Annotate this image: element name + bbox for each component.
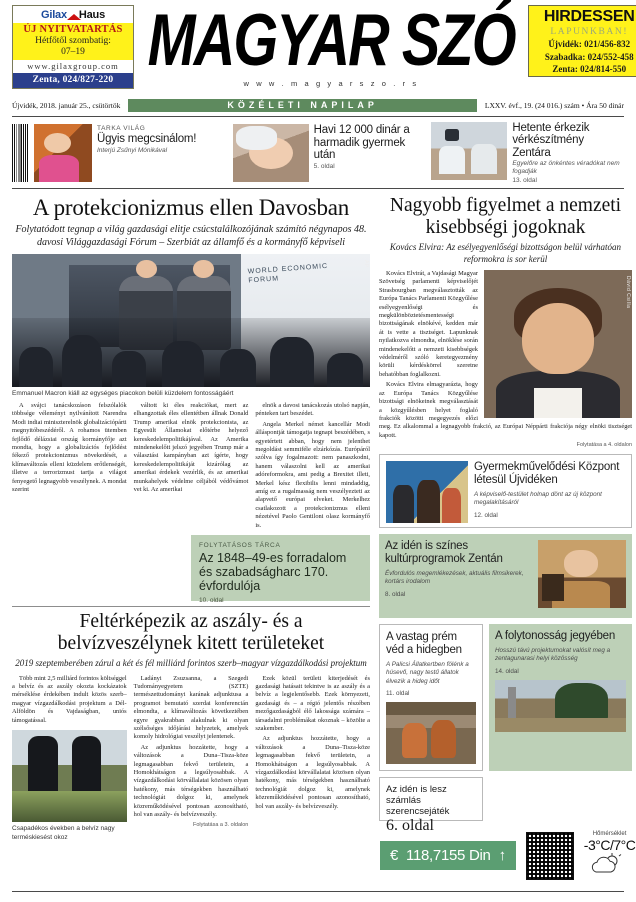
teaser-item[interactable] <box>34 124 227 182</box>
card-szamlas-szerencsejatek[interactable] <box>379 777 483 834</box>
wef-logo-text: WORLD ECONOMIC FORUM <box>247 262 329 285</box>
footer-rule <box>12 891 624 892</box>
house-roof-icon <box>67 14 81 20</box>
third-photo <box>12 730 127 822</box>
teaser-subtitle: Egyelőre az önkéntes véradókat nem fogadják <box>512 160 620 176</box>
teaser-page: 13. oldal <box>512 177 537 185</box>
card-deck: Hosszú távú projektumokat valósít meg a zentagunarasi helyi közösség <box>495 647 611 663</box>
card-text <box>385 540 532 597</box>
advert-headline: HIRDESSEN <box>543 8 635 25</box>
card-kulturprogramok[interactable] <box>379 534 632 618</box>
card-deck: Évfordulós megemlékezések, aktuális filmsikerek, kortárs irodalom <box>385 570 524 586</box>
nameplate <box>134 0 528 88</box>
third-photo-caption: Csapadékos években a belvíz nagy terméskiesést okoz <box>12 825 115 842</box>
advert-phone-ujvidek: Újvidék: 021/456-832 <box>548 39 631 49</box>
body-column <box>12 675 127 845</box>
issue-info: LXXV. évf., 19. (24 016.) szám • Ára 50 dinár <box>484 100 624 110</box>
advert-hours-value: 07–19 <box>61 47 85 57</box>
publication-url[interactable]: w w w . m a g y a r s z o . r s <box>243 79 419 88</box>
gilax-haus-logo <box>13 6 133 23</box>
currency-rate-box[interactable] <box>380 841 516 870</box>
card-pair <box>379 624 632 771</box>
euro-icon: € <box>390 847 399 864</box>
card-title: Gyermekművelődési Központ létesül Újvidéken <box>474 461 620 487</box>
currency-value: 118,7155 Din <box>406 847 491 864</box>
portrait-face <box>522 303 593 374</box>
advert-body <box>13 23 133 60</box>
advert-phone-szabadka: Szabadka: 024/552-458 <box>544 51 634 62</box>
body-paragraph: váltott ki éles reakciókat, mert az elhangzottak éles ellentétben állnak Donald Trump amerikai elnök protekcionista, az Egyesült Államokat előtérbe helyező kereskedelempolitikájával. Az Amerika mindenekelőtt jelszó jegyében Trump már a választási kampányban azt ígérte, hogy kereskedelempolitikáját kizárólag az amerikai érdekek vezérlik, és az amerikai munkahelyek védelme céljából védővámot vet ki. Az amerikai <box>133 402 249 494</box>
third-jump[interactable]: Folytatása a 3. oldalon <box>193 821 249 828</box>
teaser-text <box>97 124 196 155</box>
card-page: 12. oldal <box>474 511 498 519</box>
portrait-credit: Dávid Csilla <box>625 276 631 309</box>
body-paragraph: elnök a davosi tanácskozás utolsó napján, pénteken tart beszédet. <box>255 402 371 418</box>
advert-contact: Zenta, 024/827-220 <box>13 73 133 88</box>
lead-photo <box>12 254 370 387</box>
lead-headline[interactable]: A protekcionizmus ellen Davosban <box>32 195 350 220</box>
advert-hours-label: Hétfőtől szombatig: <box>35 36 111 46</box>
body-column <box>134 675 249 845</box>
card-text <box>474 461 625 518</box>
card-gyermekmuvelodesi[interactable] <box>379 454 632 528</box>
card-page: 14. oldal <box>495 667 519 675</box>
teaser-subtitle: Interjú Zsűnyi Mónikával <box>97 146 168 154</box>
teaser-text <box>512 122 624 185</box>
lead-body <box>12 402 370 530</box>
promo-page: 10. oldal <box>199 597 224 605</box>
photo-crowd <box>12 318 370 387</box>
lead-photo-caption: Emmanuel Macron kiáll az egységes piacokon belüli küzdelem fontosságáért <box>12 390 234 397</box>
card-title: Az idén is lesz számlás szerencsejáték <box>386 783 450 817</box>
advert-subhead: LAPUNKBAN! <box>550 27 629 37</box>
card-deck: A képviselő-testület holnap dönt az új központ megalakításáról <box>474 491 602 507</box>
promo-title: Az 1848–49-es forradalom és szabadságharc 170. évfordulója <box>199 551 347 594</box>
lead-deck: Folytatódott tegnap a világ gazdasági elitje csúcstalálkozójának számító négynapos 48. davosi Világgazdasági Fórum – Szerbiát az államfő és a kormányfő képviseli <box>15 224 367 248</box>
advert-title: ÚJ NYITVATARTÁS <box>23 24 123 35</box>
third-headline[interactable]: Feltérképezik az aszály- és a belvízveszélynek kitett területeket <box>57 611 325 655</box>
promo-kicker: FOLYTATÁSOS TÁRCA <box>199 542 281 550</box>
secondary-jump[interactable]: Folytatása a 4. oldalon <box>576 442 632 449</box>
card-page: 6. oldal <box>386 816 434 834</box>
tagline-strip: KÖZÉLETI NAPILAP <box>128 99 477 112</box>
dateline: Újvidék, 2018. január 25., csütörtök <box>12 100 121 110</box>
right-column <box>379 195 632 845</box>
masthead <box>12 0 635 96</box>
secondary-deck: Kovács Elvira: Az esélyegyenlőségi bizottságon belül várhatóan reformokra is sor kerül <box>389 242 622 264</box>
teaser-title: Ügyis megcsinálom! <box>97 133 197 145</box>
publication-title: MAGYAR SZÓ <box>147 0 515 82</box>
teaser-thumbnail <box>233 124 309 182</box>
card-folytonossag[interactable] <box>489 624 632 771</box>
card-page: 8. oldal <box>385 590 406 598</box>
trend-up-icon: ↑ <box>498 847 506 864</box>
body-column <box>255 675 370 845</box>
body-column <box>255 402 370 530</box>
secondary-portrait <box>484 270 632 418</box>
weather-widget <box>584 831 636 880</box>
teaser-title: Hetente érkezik vérkészítmény Zentára <box>512 121 590 159</box>
body-column <box>12 402 127 530</box>
left-column <box>12 195 370 845</box>
promo-serial-feuilleton[interactable] <box>191 535 370 605</box>
teaser-thumbnail <box>34 124 92 182</box>
main-content <box>12 189 632 845</box>
secondary-headline[interactable]: Nagyobb figyelmet a nemzeti kisebbségi jogoknak <box>389 195 622 238</box>
third-deck: 2019 szeptemberében zárul a két és fél milliárd forintos szerb–magyar vízgazdálkodási projektum <box>15 658 367 669</box>
portrait-shirt <box>534 388 581 418</box>
dateline-bar <box>12 97 624 113</box>
card-deck: A Palicsi Állatkertben fölénk a húsevő, nagy testű állatok élvezik a hideg időt <box>386 661 469 685</box>
barcode-icon <box>12 124 28 182</box>
weather-label: Hőmérséklet <box>592 831 627 837</box>
teaser-page: 5. oldal <box>313 162 335 170</box>
card-photo <box>495 680 626 732</box>
body-paragraph: Ladányi Zsuzsanna, a Szegedi Tudományegyetem (SZTE) természettudományi karának adjunktusa a programot bemutató szerdai konferencián elmondta, a klímaváltozás következtében egyre gyakrabban alakulnak ki olyan szélsőséges időjárási helyzetek, amelyek komoly hidrológiai veszélyt jelentenek. <box>133 674 249 741</box>
card-thumbnail <box>386 461 468 523</box>
body-column <box>134 402 249 530</box>
card-vastag-prem[interactable] <box>379 624 483 771</box>
teaser-text <box>314 124 426 170</box>
card-title: A vastag prém véd a hidegben <box>386 631 462 657</box>
teaser-thumbnail <box>431 122 507 180</box>
section-divider <box>12 606 370 607</box>
card-page: 11. oldal <box>386 689 410 697</box>
teaser-item[interactable] <box>431 122 624 185</box>
teaser-title: Havi 12 000 dinár a harmadik gyermek után <box>313 124 410 161</box>
body-paragraph: Kovács Elvira elmagyarázta, hogy az Európa Tanács Közgyűlése bizottsági elnökeinek megválasztását a közgyűlésben helyet foglaló frakciók közötti megegyezés előzi meg. Ez alkalommal a legnagyobb frakció, az Európai Néppárti frakciója négy elnöki tisztséget kapott. <box>379 381 632 439</box>
weather-temperature: -3°C/7°C <box>583 837 636 853</box>
advert-hirdessen[interactable] <box>528 5 636 77</box>
third-body <box>12 675 370 845</box>
teaser-strip <box>12 117 624 189</box>
card-photo <box>386 702 476 764</box>
haus-logo-text: Haus <box>78 9 105 21</box>
body-paragraph: Ezek közül területi kiterjedését és gazdasági hatásait tekintve is az aszály és a belvíz a legjelentősebb. Ezek környezeti, gazdasági és – a régió jelentős részében mezőgazdaságból élő lakossága számára – társadalmi problémákat okoznak – közölte a szakember. <box>255 674 371 733</box>
advert-website[interactable]: www.gilaxgroup.com <box>13 60 133 73</box>
secondary-body <box>379 270 632 448</box>
qr-code[interactable] <box>526 832 574 880</box>
gilax-logo-text: Gilax <box>40 9 67 21</box>
card-title: A folytonosság jegyében <box>495 630 616 643</box>
partly-cloudy-icon <box>590 853 630 875</box>
photo-credit: AP <box>363 260 369 268</box>
teaser-kicker: TARKA VILÁG <box>97 125 146 132</box>
card-title: Az idén is színes kultúrprogramok Zentán <box>385 540 503 566</box>
footer-bar <box>380 831 635 880</box>
card-thumbnail <box>538 540 626 608</box>
body-paragraph: Az adjunktus hozzátette, hogy a változások a Duna–Tisza-köze legmagasabban fekvő területein, a Homokhátságon a legsúlyosabbak. A vízgazdálkodási körvállalatai közösen olyan hatékony, más térségekben használható technológiát dolgoz ki, amelynek közreműködésével pontosan azonosítható, hol van aszály- és belvízveszély. <box>255 735 371 810</box>
body-paragraph: Az adjunktus hozzátette, hogy a változások a Duna–Tisza-köze legmagasabban fekvő területein, a Homokhátságon a legsúlyosabbak. A vízgazdálkodási körvállalatai közösen olyan hatékony, más térségekben használható technológiát dolgoz ki, amelynek közreműködésével pontosan azonosítható, hol van aszály- és belvízveszély. <box>133 743 249 819</box>
body-paragraph: Angela Merkel német kancellár Modi álláspontját támogatja tegnapi beszédében, s egyetértett abban, hogy nem jelenthet megoldást semmiféle elzárkózás. Európáról szólva így fogalmazott: nem panaszkodni, hanem válaszolni kell az amerikai adóreformokra, ami pedig a Brexitet illeti, Merkel kész flexibilis lenni mindaddig, amíg ez a rugalmasság nem veszélyezteti az alapvető európai elveket. Merkelhez csatlakozott a protekcionizmus elleni nézetével Paolo Gentiloni olasz kormányfő is. <box>255 420 371 529</box>
teaser-item[interactable] <box>233 124 426 182</box>
body-paragraph: Kovács Elvirát, a Vajdasági Magyar Szövetség parlamenti képviselőjét Strasbourgban megválasztották az Európa Tanács Parlamenti Közgyűlése esélyegyenlőségi és megkülönböztetésmentességi bizottságának elnökévé, kedden már át is vette a tisztséget. Lapunknak nyilatkozva elmondta, elnöklése során mindenekelőtt a nemzeti kisebbségek védelméről szóló keretegyezmény körüli kérdéskörrel szeretne behatóbban foglalkozni. <box>379 270 478 378</box>
advert-phone-zenta: Zenta: 024/814-550 <box>552 64 627 74</box>
advert-gilax-haus[interactable] <box>12 5 134 89</box>
body-paragraph: Több mint 2,5 milliárd forintos költséggel a belvíz és az aszály okozta kockázatok mérséklése érdekében indult közös szerb–magyar vízgazdálkodási projektum a Dél-Alföldön és Vajdaságban, uniós támogatással. <box>12 674 127 724</box>
body-paragraph: A svájci tanácskozáson felszólalók többsége véleményt nyilvánított Narendra Modi indiai miniszterelnök globalizációpárti megnyitóbeszédéről. A rohamos ütemben fejlődő délázsiai ország kormányfője azt mondta, hogy a globalizációs fejlődést fékező protekcionizmus növekedését, a klímaváltozás elleni küzdelem erőtlenségét, illetve a terrorizmust tartja a világot fenyegető legnagyobb veszélynek. A mondat szerint <box>12 402 127 494</box>
